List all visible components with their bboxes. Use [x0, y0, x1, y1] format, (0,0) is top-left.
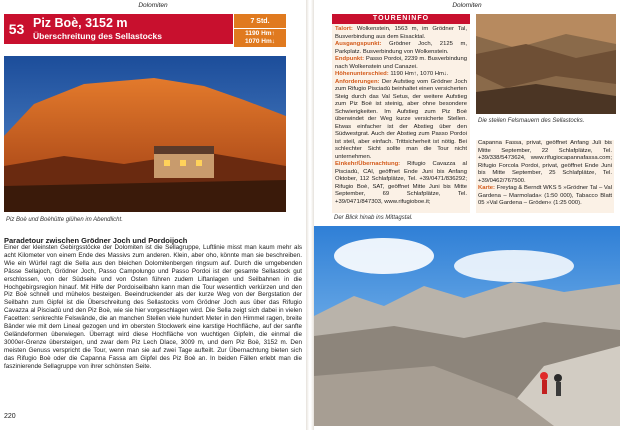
rockwall-photo	[476, 14, 616, 114]
info-einkehr: Einkehr/Übernachtung: Rifugio Cavazza al Pisciadù, CAI, geöffnet Ende Juni bis Anfang Oktober, 112 Schlafplätze, Tel. +39/0471/836292; Rifugio Boè, SAT, geöffnet Mitte Juni bis Mitte September, 69 Schlafplätze, Tel. +39/0471/847303, www.rifugioboe.it;	[335, 161, 467, 205]
info-hoehenunterschied: Höhenunterschied: 1190 Hm↑, 1070 Hm↓.	[335, 71, 449, 77]
photo-sella-walls	[476, 14, 616, 114]
ascent-value: 1190 Hm↑	[245, 30, 275, 37]
photo-caption-top-right: Die steilen Felsmauern des Sellastocks.	[478, 118, 585, 124]
valley-photo	[314, 226, 620, 426]
body-text: Einer der kleinsten Gebirgsstöcke der Dolomiten ist die Sellagruppe, Luftlinie misst man kaum mehr als acht Kilometer von einem Ende des Massivs zum anderen. Klein, aber oho, könnte man sie beschreiben. Wie ein Würfel ragt die Sella aus den bleichen Dolomitenbergen ringsum auf. Durch die umgebenden Pässe Sellajoch, Grödner Joch, Passo Campolungo und Passo Pordoi ist der gesamte Sellastock gut erschlossen, von der Südseite und von Osten führen zudem Liftanlagen und Seilbahnen in die Hochgebirgsregion hinauf. Mit Hilfe der Pordoiseilbahn kann man die Tour wesentlich verkürzen und den Piz Boè schnell und mühelos besteigen. Beeindruckender als der kurze Weg von der Bergstation der Seilbahn zum Gipfel ist die Überschreitung des Sellastocks vom Grödner Joch aus über das Rifugio Cavazza al Pisciadù und den Piz Boè, wie sie hier vorgeschlagen wird. Die Sella zeigt sich dabei in vielen Facetten: senkrechte Felswände, die an manchen Stellen viele hundert Meter in den Himmel ragen, breite Bänder wie mit dem Lineal gezogen und im obersten Stockwerk eine karstige Hochfläche, auf der sanfte Geländeformen überwiegen. Überragt wird diese Hochfläche von wuchtigen Gipfeln, die einmal die 3000er-Grenze übersteigen, und zwar dem Piz Lech Dlace, 3009 m, und dem Piz Boè, 3152 m. Den meisten Genuss verspricht die Tour, wenn man sie auf zwei Tage aufteilt. Zur Übernachtung bieten sich das Rifugio Boè oder die Capanna Fassa am Gipfel des Piz Boè an. In beiden Fällen erlebt man die faszinierende Sellagruppe von ihrer schönsten Seite.	[4, 244, 302, 370]
info-ausgangspunkt: Ausgangspunkt: Grödner Joch, 2125 m, Parkplatz. Busverbindung von Wolkenstein.	[335, 41, 467, 55]
descent-value: 1070 Hm↓	[245, 38, 275, 45]
info-karte: Freytag & Berndt WKS 5 »Grödner Tal – Val Gardena – Marmolada« (1:50 000), Tabacco Blatt 05 »Val Gardena – Gröden« (1:25 000).	[478, 185, 613, 206]
right-page	[314, 0, 620, 430]
photo-caption-bottom-right: Der Blick hinab ins Mittagstal.	[334, 215, 413, 221]
tour-subtitle: Überschreitung des Sellastocks	[33, 31, 162, 41]
tour-info-continued	[476, 140, 614, 213]
page-gutter	[306, 0, 314, 430]
info-karte-label: Karte:	[478, 185, 496, 191]
info-anforderungen: Anforderungen: Der Aufstieg vom Grödner Joch zum Rifugio Pisciadù beinhaltet einen versicherten Steig durch das Val Setus, der weitere Aufstieg zum Piz Boè ist steinig, aber ohne besondere Schwierigkeiten. Im Aufstieg zum Piz Boè überwindet der Weg kurze versicherte Stellen. Etwas einfacher ist der Abstieg über den Südwestgrat. Auch der Abstieg zum Passo Pordoi ist steil, aber einfach. Trittsicherheit ist nötig. Bei schlechter Sicht sollte man die Tour nicht unternehmen.	[335, 78, 467, 160]
tour-info-heading: TOURENINFO	[332, 14, 470, 24]
elevation-badge	[234, 29, 286, 47]
info-endpunkt: Endpunkt: Passo Pordoi, 2239 m. Busverbindung nach Wolkenstein und Canazei.	[335, 56, 467, 70]
running-head-right: Dolomiten	[452, 2, 482, 9]
photo-caption-left: Piz Boè und Boèhütte glühen im Abendlicht.	[6, 217, 123, 223]
photo-piz-boe-evening	[4, 56, 286, 212]
page-number: 220	[4, 413, 16, 420]
tour-info-box	[332, 14, 470, 213]
info-talort: Talort: Wolkenstein, 1563 m, im Grödner Tal, Busverbindung aus dem Eisacktal.	[335, 26, 467, 40]
photo-mittagstal-view	[314, 226, 620, 426]
duration-badge: 7 Std.	[234, 14, 286, 28]
info-einkehr-continued: Capanna Fassa, privat, geöffnet Anfang Juli bis Mitte September, 22 Schlafplätze, Tel. +39/338/5473624, www.rifugiocapannafassa.com; Rifugio Forcola Pordoi, privat, geöffnet Ende Juni bis Mitte September, 25 Schlafplätze, Tel. +39/0462/767500.	[478, 140, 612, 184]
section-title: Paradetour zwischen Grödner Joch und Pordoijoch	[4, 236, 188, 245]
tour-title: Piz Boè, 3152 m	[33, 16, 128, 30]
mountain-photo	[4, 56, 286, 212]
title-bar	[29, 14, 233, 44]
left-page	[0, 0, 306, 430]
running-head-left: Dolomiten	[138, 2, 168, 9]
tour-number: 53	[4, 14, 29, 44]
